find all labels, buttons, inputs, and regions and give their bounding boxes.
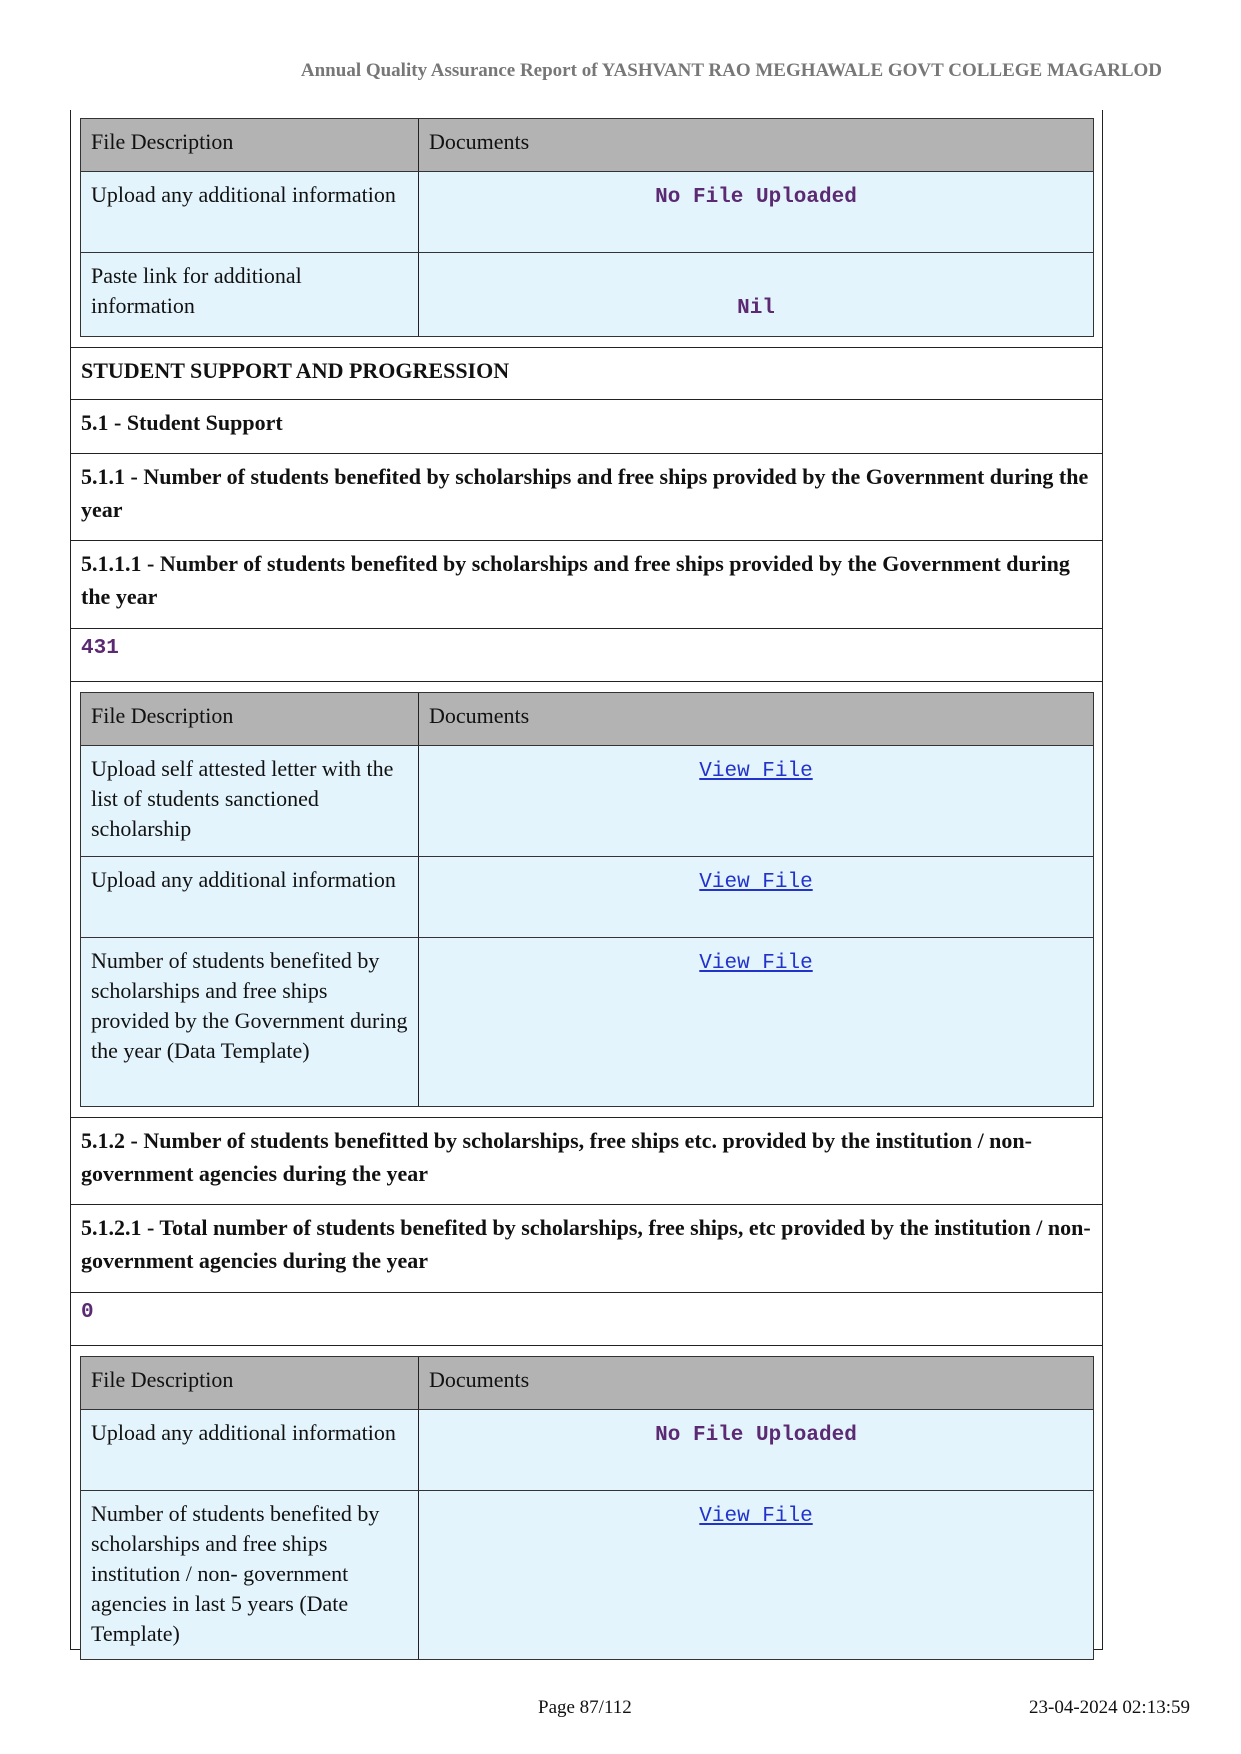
file-description: Upload any additional information bbox=[81, 1410, 419, 1490]
table-row bbox=[81, 856, 1093, 937]
documents-table-2 bbox=[80, 692, 1094, 1107]
table-header-row bbox=[81, 693, 1093, 745]
table-row bbox=[81, 1409, 1093, 1490]
col-header-file-description: File Description bbox=[81, 119, 419, 171]
documents-table-1 bbox=[80, 118, 1094, 337]
file-description: Number of students benefited by scholarships and free ships provided by the Government during the year (Data Template) bbox=[81, 938, 419, 1106]
metric-5-1-2-1: 5.1.2.1 - Total number of students benefited by scholarships, free ships, etc provided by the institution / non- government agencies during the year bbox=[70, 1204, 1103, 1293]
link-value: Nil bbox=[737, 297, 775, 320]
file-description: Number of students benefited by scholarships and free ships institution / non- government agencies in last 5 years (Date Template) bbox=[81, 1491, 419, 1659]
file-description: Upload self attested letter with the list of students sanctioned scholarship bbox=[81, 746, 419, 856]
view-file-link[interactable]: View File bbox=[699, 952, 813, 975]
col-header-file-description: File Description bbox=[81, 1357, 419, 1409]
generated-timestamp: 23-04-2024 02:13:59 bbox=[1029, 1697, 1190, 1718]
documents-table-3 bbox=[80, 1356, 1094, 1660]
document-cell bbox=[419, 1410, 1093, 1490]
col-header-documents: Documents bbox=[429, 1367, 530, 1392]
col-header-documents: Documents bbox=[429, 703, 530, 728]
col-header-documents: Documents bbox=[429, 129, 530, 154]
table-row bbox=[81, 937, 1093, 1106]
file-description: Paste link for additional information bbox=[81, 253, 419, 336]
col-header-file-description: File Description bbox=[81, 693, 419, 745]
table-header-row bbox=[81, 1357, 1093, 1409]
section-5-1: 5.1 - Student Support bbox=[70, 399, 1103, 454]
table-row bbox=[81, 1490, 1093, 1659]
table-row bbox=[81, 171, 1093, 252]
table-row bbox=[81, 745, 1093, 856]
document-cell bbox=[419, 857, 1093, 937]
view-file-link[interactable]: View File bbox=[699, 1505, 813, 1528]
document-cell bbox=[419, 746, 1093, 856]
table-header-row bbox=[81, 119, 1093, 171]
value-5-1-2-1: 0 bbox=[70, 1292, 1103, 1346]
view-file-link[interactable]: View File bbox=[699, 760, 813, 783]
metric-5-1-1-1: 5.1.1.1 - Number of students benefited by scholarships and free ships provided by the Government during the year bbox=[70, 540, 1103, 629]
file-description: Upload any additional information bbox=[81, 172, 419, 252]
page-number: Page 87/112 bbox=[538, 1697, 632, 1718]
metric-5-1-2: 5.1.2 - Number of students benefitted by scholarships, free ships etc. provided by the institution / non- government agencies during the year bbox=[70, 1117, 1103, 1205]
document-cell bbox=[419, 938, 1093, 1106]
no-file-text: No File Uploaded bbox=[655, 1424, 857, 1447]
view-file-link[interactable]: View File bbox=[699, 871, 813, 894]
report-header: Annual Quality Assurance Report of YASHVANT RAO MEGHAWALE GOVT COLLEGE MAGARLOD bbox=[300, 60, 1162, 81]
document-cell bbox=[419, 1491, 1093, 1659]
file-description: Upload any additional information bbox=[81, 857, 419, 937]
document-cell bbox=[419, 172, 1093, 252]
metric-5-1-1: 5.1.1 - Number of students benefited by scholarships and free ships provided by the Government during the year bbox=[70, 453, 1103, 541]
section-title: STUDENT SUPPORT AND PROGRESSION bbox=[70, 347, 1103, 400]
document-cell bbox=[419, 253, 1093, 336]
no-file-text: No File Uploaded bbox=[655, 186, 857, 209]
table-row bbox=[81, 252, 1093, 336]
value-5-1-1-1: 431 bbox=[70, 628, 1103, 682]
